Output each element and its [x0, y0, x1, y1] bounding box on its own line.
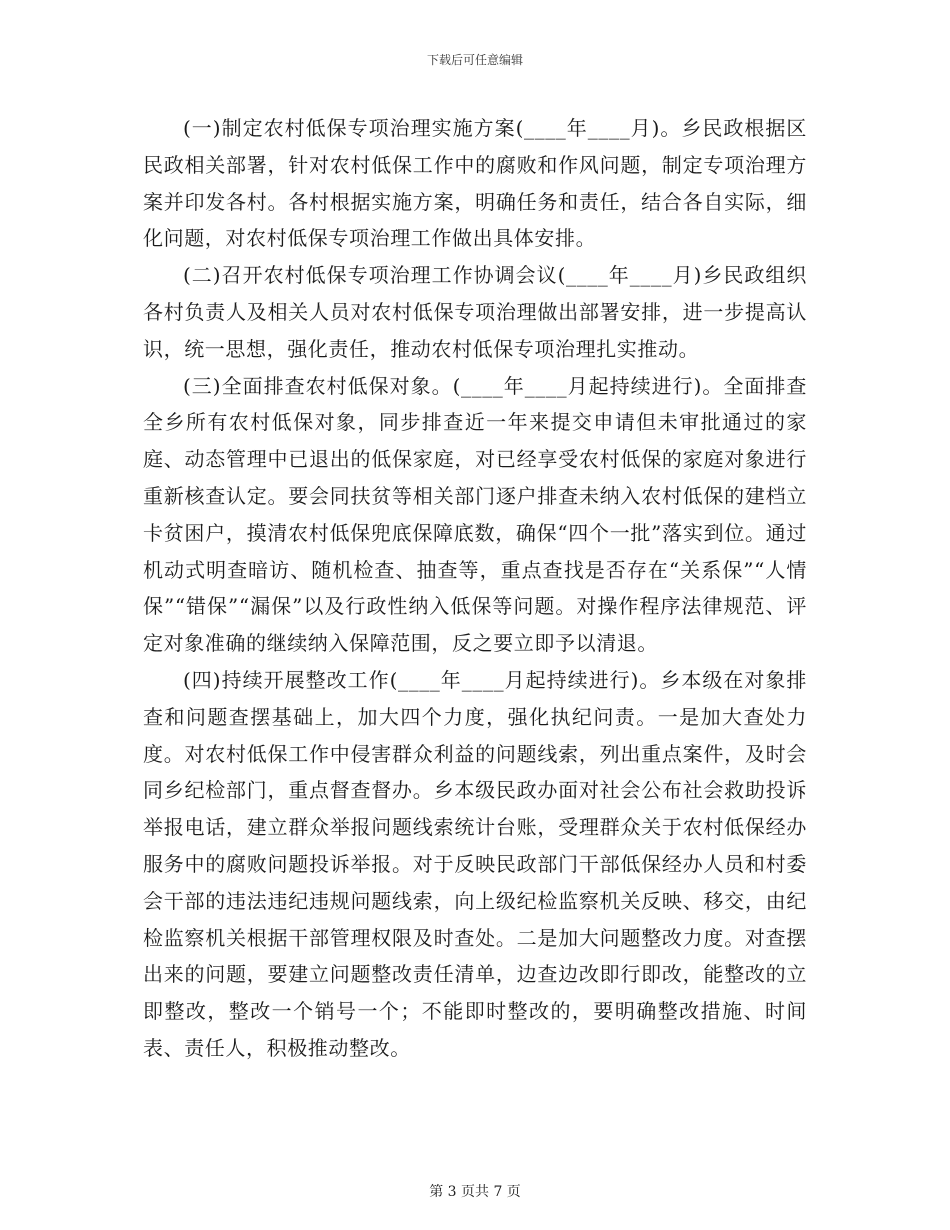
paragraph-1: (一)制定农村低保专项治理实施方案(____年____月)。乡民政根据区民政相关部署，针对农村低保工作中的腐败和作风问题，制定专项治理方案并印发各村。各村根据实施方案，明确任务和责任，结合各自实际，细化问题，对农村低保专项治理工作做出具体安排。 [143, 116, 807, 251]
document-body [143, 110, 807, 1067]
page-footer: 第 3 页共 7 页 [429, 1184, 521, 1200]
page-header: 下载后可任意编辑 [426, 53, 523, 67]
paragraph-2: (二)召开农村低保专项治理工作协调会议(____年____月)乡民政组织各村负责人及相关人员对农村低保专项治理做出部署安排，进一步提高认识，统一思想，强化责任，推动农村低保专项治理扎实推动。 [143, 263, 807, 361]
paragraph-4: (四)持续开展整改工作(____年____月起持续进行)。乡本级在对象排查和问题查摆基础上，加大四个力度，强化执纪问责。一是加大查处力度。对农村低保工作中侵害群众利益的问题线索，列出重点案件，及时会同乡纪检部门，重点督查督办。乡本级民政办面对社会公布社会救助投诉举报电话，建立群众举报问题线索统计台账，受理群众关于农村低保经办服务中的腐败问题投诉举报。对于反映民政部门干部低保经办人员和村委会干部的违法违纪违规问题线索，向上级纪检监察机关反映、移交，由纪检监察机关根据干部管理权限及时查处。二是加大问题整改力度。对查摆出来的问题，要建立问题整改责任清单，边查边改即行即改，能整改的立即整改，整改一个销号一个；不能即时整改的，要明确整改措施、时间表、责任人，积极推动整改。 [143, 667, 807, 1060]
paragraph-3: (三)全面排查农村低保对象。(____年____月起持续进行)。全面排查全乡所有农村低保对象，同步排查近一年来提交申请但未审批通过的家庭、动态管理中已退出的低保家庭，对已经享受农村低保的家庭对象进行重新核查认定。要会同扶贫等相关部门逐户排查未纳入农村低保的建档立卡贫困户，摸清农村低保兜底保障底数，确保“四个一批”落实到位。通过机动式明查暗访、随机检查、抽查等，重点查找是否存在“关系保”“人情保”“错保”“漏保”以及行政性纳入低保等问题。对操作程序法律规范、评定对象准确的继续纳入保障范围，反之要立即予以清退。 [143, 373, 807, 656]
